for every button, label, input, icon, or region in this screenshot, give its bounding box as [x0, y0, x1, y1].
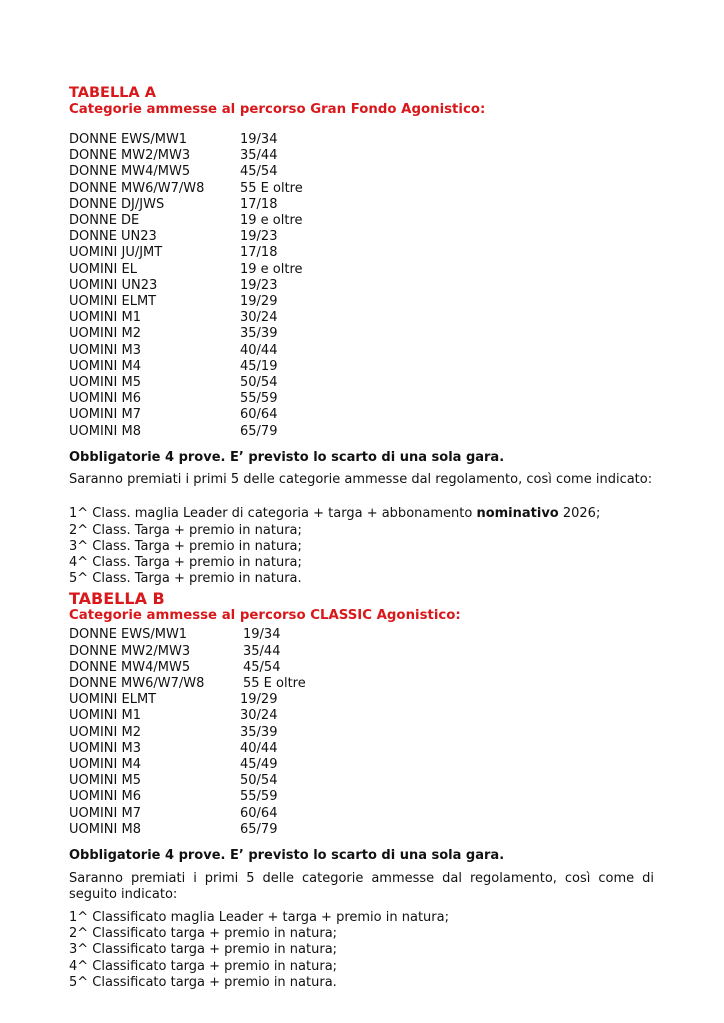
category-row — [69, 278, 654, 294]
table-a-subtitle: Categorie ammesse al percorso Gran Fondo Agonistico: — [69, 102, 486, 117]
prize-line: 5^ Class. Targa + premio in natura. — [69, 571, 302, 587]
category-row — [69, 757, 654, 773]
category-name: UOMINI ELMT — [69, 294, 157, 310]
category-age-range: 45/49 — [240, 757, 278, 772]
category-age-range: 19/23 — [240, 277, 278, 293]
prize-1-text: 1^ Class. maglia Leader di categoria + targa + abbonamento — [69, 506, 477, 522]
document-page — [69, 85, 654, 991]
category-row — [69, 148, 654, 164]
category-age-range: 55/59 — [240, 391, 278, 407]
category-name: UOMINI M2 — [69, 326, 141, 342]
category-row — [69, 424, 654, 440]
category-age-range: 19/29 — [240, 692, 278, 708]
category-age-range: 19/23 — [240, 229, 278, 245]
category-age-range: 30/24 — [240, 310, 278, 326]
prize-line: 3^ Class. Targa + premio in natura; — [69, 538, 302, 554]
table-b-subtitle: Categorie ammesse al percorso CLASSIC Agonistico: — [69, 608, 461, 624]
category-name: UOMINI M7 — [69, 805, 141, 821]
category-age-range: 55 E oltre — [243, 675, 306, 691]
category-name: DONNE UN23 — [69, 229, 157, 245]
table-a-category-list — [69, 132, 654, 440]
category-name: UOMINI UN23 — [69, 277, 158, 293]
category-age-range: 40/44 — [240, 740, 278, 756]
category-row — [69, 197, 654, 213]
category-age-range: 50/54 — [240, 375, 278, 391]
prize-line: 2^ Class. Targa + premio in natura; — [69, 522, 302, 538]
category-name: DONNE DJ/JWS — [69, 196, 165, 212]
category-name: UOMINI M3 — [69, 740, 141, 756]
category-row — [69, 181, 654, 197]
category-row — [69, 806, 654, 822]
prize-line: 4^ Classificato targa + premio in natura; — [69, 958, 338, 974]
category-name: UOMINI EL — [69, 261, 137, 277]
category-name: DONNE MW6/W7/W8 — [69, 180, 205, 196]
category-row — [69, 773, 654, 789]
category-name: UOMINI M7 — [69, 407, 141, 423]
category-age-range: 17/18 — [240, 196, 278, 212]
category-name: UOMINI M1 — [69, 708, 141, 724]
category-name: DONNE MW6/W7/W8 — [69, 675, 205, 691]
category-row — [69, 164, 654, 180]
category-age-range: 50/54 — [240, 773, 278, 789]
table-b-prize-list — [69, 910, 654, 991]
category-row — [69, 692, 654, 708]
category-name: UOMINI M4 — [69, 358, 141, 374]
category-row — [69, 132, 654, 148]
category-row — [69, 359, 654, 375]
table-a-prize-list — [69, 506, 654, 587]
category-age-range: 60/64 — [240, 805, 278, 821]
category-age-range: 65/79 — [240, 821, 278, 837]
category-name: UOMINI M2 — [69, 724, 141, 740]
category-name: UOMINI M6 — [69, 789, 141, 805]
category-age-range: 45/19 — [240, 358, 278, 374]
table-a-note — [69, 450, 654, 466]
category-name: UOMINI M6 — [69, 391, 141, 407]
category-name: UOMINI JU/JMT — [69, 245, 163, 261]
category-row — [69, 310, 654, 326]
category-age-range: 19/29 — [240, 294, 278, 310]
category-name: UOMINI M8 — [69, 821, 141, 837]
category-age-range: 30/24 — [240, 708, 278, 724]
category-row — [69, 375, 654, 391]
category-age-range: 35/44 — [240, 148, 278, 164]
prize-line: 3^ Classificato targa + premio in natura; — [69, 942, 338, 958]
category-name: DONNE MW2/MW3 — [69, 148, 191, 164]
category-age-range: 17/18 — [240, 245, 278, 261]
category-row — [69, 676, 654, 692]
category-name: UOMINI M3 — [69, 342, 141, 358]
prize-line: 2^ Classificato targa + premio in natura; — [69, 926, 338, 942]
category-name: UOMINI M4 — [69, 757, 141, 772]
category-row — [69, 627, 654, 643]
category-age-range: 55 E oltre — [240, 180, 303, 196]
category-name: UOMINI M8 — [69, 423, 141, 439]
category-name: DONNE MW4/MW5 — [69, 659, 191, 675]
table-a-note-part2: . E’ previsto lo scarto di una sola gara. — [220, 449, 505, 465]
category-name: DONNE DE — [69, 213, 140, 229]
category-name: DONNE MW2/MW3 — [69, 643, 191, 659]
category-name: DONNE EWS/MW1 — [69, 627, 188, 643]
table-a-title: TABELLA A — [69, 85, 156, 101]
category-age-range: 19/34 — [240, 132, 278, 147]
category-row — [69, 213, 654, 229]
category-name: UOMINI M1 — [69, 310, 141, 326]
category-name: DONNE MW4/MW5 — [69, 164, 191, 180]
table-a-awards-intro: Saranno premiati i primi 5 delle categorie ammesse dal regolamento, così come indicato: — [69, 471, 653, 487]
category-row — [69, 391, 654, 407]
category-age-range: 19 e oltre — [240, 213, 303, 229]
table-b-note: Obbligatorie 4 prove. E’ previsto lo scarto di una sola gara. — [69, 848, 505, 864]
category-age-range: 45/54 — [240, 164, 278, 180]
category-row — [69, 294, 654, 310]
category-row — [69, 725, 654, 741]
category-row — [69, 789, 654, 805]
category-row — [69, 407, 654, 423]
category-age-range: 65/79 — [240, 423, 278, 439]
prize-1-bold: nominativo — [476, 506, 559, 522]
prize-line: 4^ Class. Targa + premio in natura; — [69, 554, 302, 570]
prize-1-year: 2026; — [558, 506, 601, 522]
category-name: DONNE EWS/MW1 — [69, 132, 188, 147]
prize-line: 5^ Classificato targa + premio in natura. — [69, 974, 337, 990]
table-b-awards-intro: Saranno premiati i primi 5 delle categorie ammesse dal regolamento, così come di seguito indicato: — [69, 871, 654, 902]
category-age-range: 40/44 — [240, 342, 278, 358]
category-age-range: 55/59 — [240, 789, 278, 805]
category-age-range: 60/64 — [240, 407, 278, 423]
category-row — [69, 741, 654, 757]
table-b-category-list — [69, 627, 654, 838]
category-row — [69, 229, 654, 245]
table-a-note-part1: Obbligatorie 4 prove — [69, 449, 221, 465]
category-row — [69, 343, 654, 359]
category-row — [69, 708, 654, 724]
prize-line: 1^ Classificato maglia Leader + targa + premio in natura; — [69, 910, 449, 926]
table-b-title: TABELLA B — [69, 589, 165, 609]
category-row — [69, 822, 654, 838]
table-a-prize-1 — [69, 506, 654, 522]
category-name: UOMINI M5 — [69, 773, 141, 789]
category-row — [69, 644, 654, 660]
category-name: UOMINI M5 — [69, 375, 141, 391]
category-row — [69, 262, 654, 278]
category-row — [69, 326, 654, 342]
category-age-range: 19/34 — [243, 627, 281, 643]
category-age-range: 35/39 — [240, 326, 278, 342]
category-name: UOMINI ELMT — [69, 692, 157, 708]
category-age-range: 19 e oltre — [240, 261, 303, 277]
category-row — [69, 245, 654, 261]
category-row — [69, 660, 654, 676]
category-age-range: 45/54 — [243, 659, 281, 675]
category-age-range: 35/39 — [240, 724, 278, 740]
category-age-range: 35/44 — [243, 643, 281, 659]
